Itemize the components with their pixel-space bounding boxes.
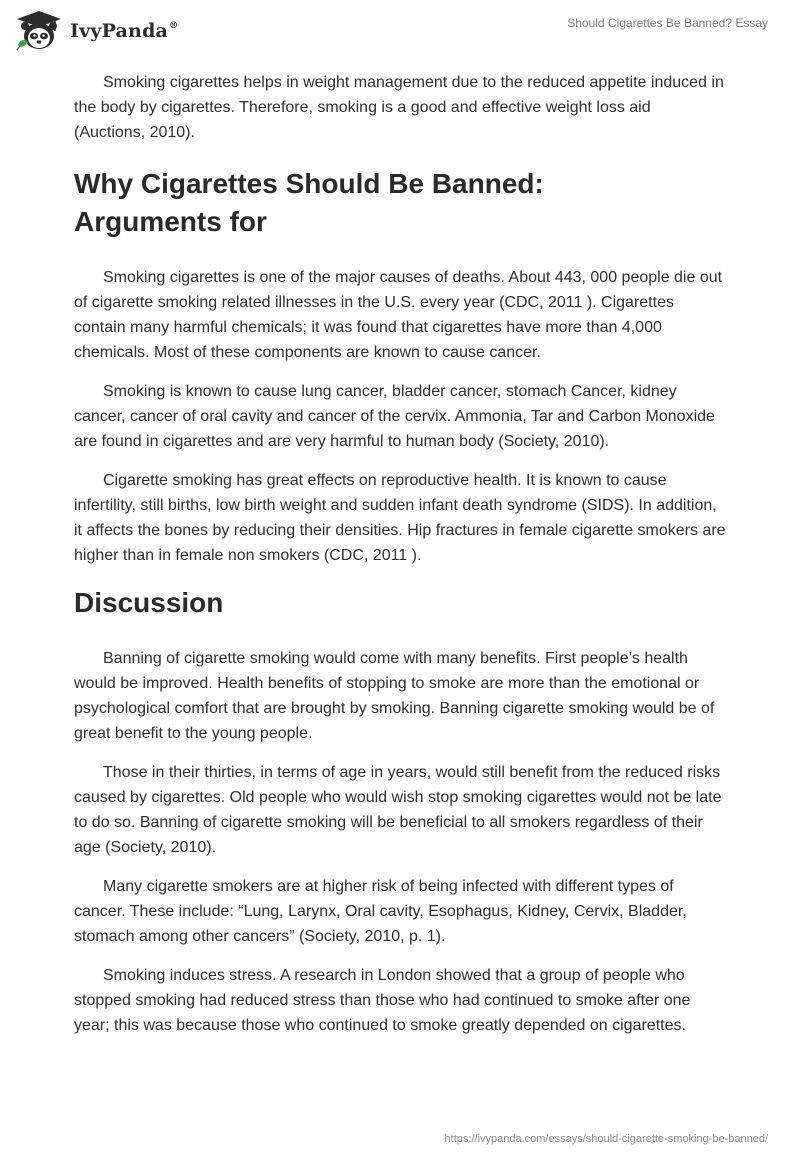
paragraph: Smoking is known to cause lung cancer, bladder cancer, stomach Cancer, kidney cancer, cancer of oral cavity and cancer of the cervix. Ammonia, Tar and Carbon Monoxide are found in cigarettes and are very harmful to human body (Society, 2010). [74,383,715,450]
paragraph: Smoking cigarettes is one of the major causes of deaths. About 443, 000 people die out of cigarette smoking related illnesses in the U.S. every year (CDC, 2011 ). Cigarettes contain many harmful chemicals; it was found that cigarettes have more than 4,000 chemicals. Most of these components are known to cause cancer. [74,269,723,361]
ivypanda-logo[interactable] [14,9,178,53]
heading-line-2: Arguments for [74,206,267,237]
document-title: Should Cigarettes Be Banned? Essay [567,16,768,30]
heading-line-1: Why Cigarettes Should Be Banned: [74,168,544,199]
intro-paragraph: Smoking cigarettes helps in weight management due to the reduced appetite induced in the body by cigarettes. Therefore, smoking is a good and effective weight loss aid (Auctions, 2010). [74,74,724,141]
page-header [0,0,800,64]
section-heading-arguments [74,165,726,241]
brand-name: IvyPanda® [70,20,179,42]
source-url-link[interactable]: https://ivypanda.com/essays/should-cigarette-smoking-be-banned/ [444,1133,768,1145]
paragraph: Many cigarette smokers are at higher risk of being infected with different types of cancer. These include: “Lung, Larynx, Oral cavity, Esophagus, Kidney, Cervix, Bladder, stomach among other cancers” (Society, 2010, p. 1). [74,878,687,945]
paragraph: Cigarette smoking has great effects on reproductive health. It is known to cause infertility, still births, low birth weight and sudden infant death syndrome (SIDS). In addition, it affects the bones by reducing their densities. Hip fractures in female cigarette smokers are higher than in female non smokers (CDC, 2011 ). [74,472,726,564]
paragraph: Smoking induces stress. A research in London showed that a group of people who stopped smoking had reduced stress than those who had continued to smoke after one year; this was because those who continued to smoke greatly depended on cigarettes. [74,967,691,1034]
section-heading-discussion: Discussion [74,587,224,618]
registered-mark: ® [169,21,179,31]
panda-graduate-icon [14,9,64,53]
essay-content [74,70,726,1052]
paragraph: Banning of cigarette smoking would come with many benefits. First people’s health would be improved. Health benefits of stopping to smoke are more than the emotional or psychological comfort that are brought by smoking. Banning cigarette smoking would be of great benefit to the young people. [74,650,715,742]
paragraph: Those in their thirties, in terms of age in years, would still benefit from the reduced risks caused by cigarettes. Old people who would wish stop smoking cigarettes would not be late to do so. Banning of cigarette smoking will be beneficial to all smokers regardless of their age (Society, 2010). [74,764,722,856]
